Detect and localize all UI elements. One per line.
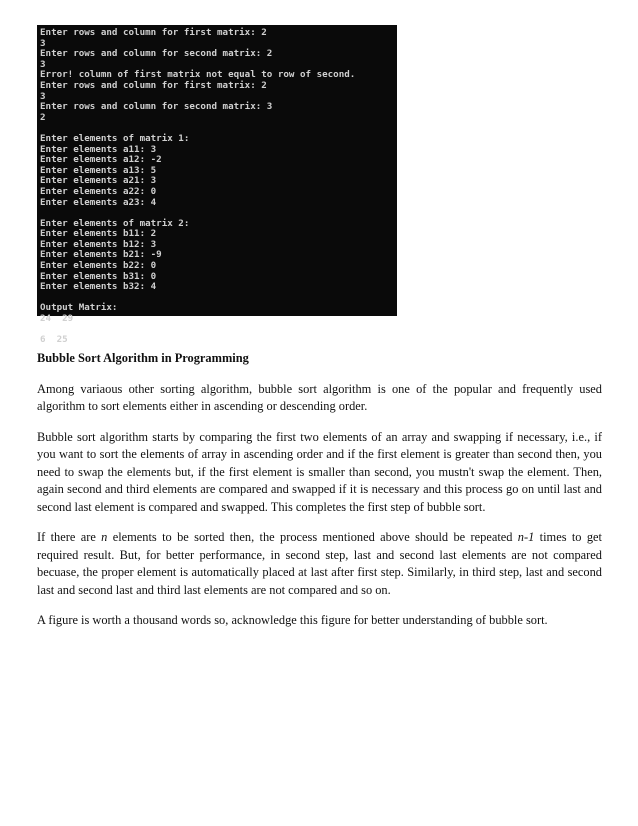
console-line: 6 25 bbox=[40, 334, 68, 346]
paragraph-repetition bbox=[37, 529, 602, 599]
console-screenshot bbox=[37, 25, 397, 346]
console-line: Enter elements a21: 3 bbox=[40, 175, 157, 187]
console-line: Enter elements b32: 4 bbox=[40, 281, 157, 293]
paragraph-figure-note: A figure is worth a thousand words so, acknowledge this figure for better understanding of bubble sort. bbox=[37, 613, 548, 627]
paragraph-text: If there are bbox=[37, 530, 102, 544]
document-body bbox=[37, 350, 602, 643]
console-line: Enter elements b11: 2 bbox=[40, 228, 157, 240]
console-line: 3 bbox=[40, 58, 46, 70]
console-line: Enter rows and column for second matrix: 2 bbox=[40, 48, 273, 60]
console-line: 24 29 bbox=[40, 313, 74, 325]
paragraph-text: times to get required result. But, for better performance, in second step, last and second last elements are not compared becuase, the proper element is automatically placed at last after first step. Similarly, in third step, last and second last and second last and third last elements are not compared and so on. bbox=[37, 530, 602, 597]
console-line: Enter elements a23: 4 bbox=[40, 196, 157, 208]
console-line: Enter elements b22: 0 bbox=[40, 260, 157, 272]
variable-n: n bbox=[101, 530, 108, 544]
paragraph-intro: Among variaous other sorting algorithm, bubble sort algorithm is one of the popular and frequently used algorithm to sort elements either in ascending or descending order. bbox=[37, 381, 602, 413]
section-heading: Bubble Sort Algorithm in Programming bbox=[37, 351, 249, 365]
console-line: Enter rows and column for second matrix: 3 bbox=[40, 101, 273, 113]
console-line: Enter elements of matrix 1: bbox=[40, 132, 190, 144]
console-line: Enter elements b31: 0 bbox=[40, 270, 157, 282]
console-line: Error! column of first matrix not equal to row of second. bbox=[40, 69, 356, 81]
console-line: Enter rows and column for first matrix: 2 bbox=[40, 79, 267, 91]
console-output bbox=[40, 28, 397, 346]
console-line: 3 bbox=[40, 37, 46, 49]
console-line: Enter elements a11: 3 bbox=[40, 143, 157, 155]
console-line: Output Matrix: bbox=[40, 302, 118, 314]
paragraph-text: elements to be sorted then, the process mentioned above should be repeated bbox=[107, 530, 518, 544]
console-line: Enter elements b12: 3 bbox=[40, 238, 157, 250]
console-line: Enter elements a12: -2 bbox=[40, 154, 162, 166]
paragraph-algorithm: Bubble sort algorithm starts by comparing the first two elements of an array and swapping if necessary, i.e., if you want to sort the elements of array in ascending order and if the first element is greater than second then, you need to swap the elements but, if the first element is smaller than second, you mustn't swap the element. Then, again second and third elements are compared and swapped if it is necessary and this process go on until last and second last element is compared and swapped. This completes the first step of bubble sort. bbox=[37, 429, 602, 514]
console-line: Enter elements a22: 0 bbox=[40, 185, 157, 197]
console-line: Enter elements of matrix 2: bbox=[40, 217, 190, 229]
console-line: 2 bbox=[40, 111, 46, 123]
console-line: Enter elements b21: -9 bbox=[40, 249, 162, 261]
console-line: 3 bbox=[40, 90, 46, 102]
console-line: Enter elements a13: 5 bbox=[40, 164, 157, 176]
console-line bbox=[40, 325, 397, 336]
console-line: Enter rows and column for first matrix: 2 bbox=[40, 27, 267, 38]
variable-n-minus-1: n-1 bbox=[517, 530, 535, 544]
